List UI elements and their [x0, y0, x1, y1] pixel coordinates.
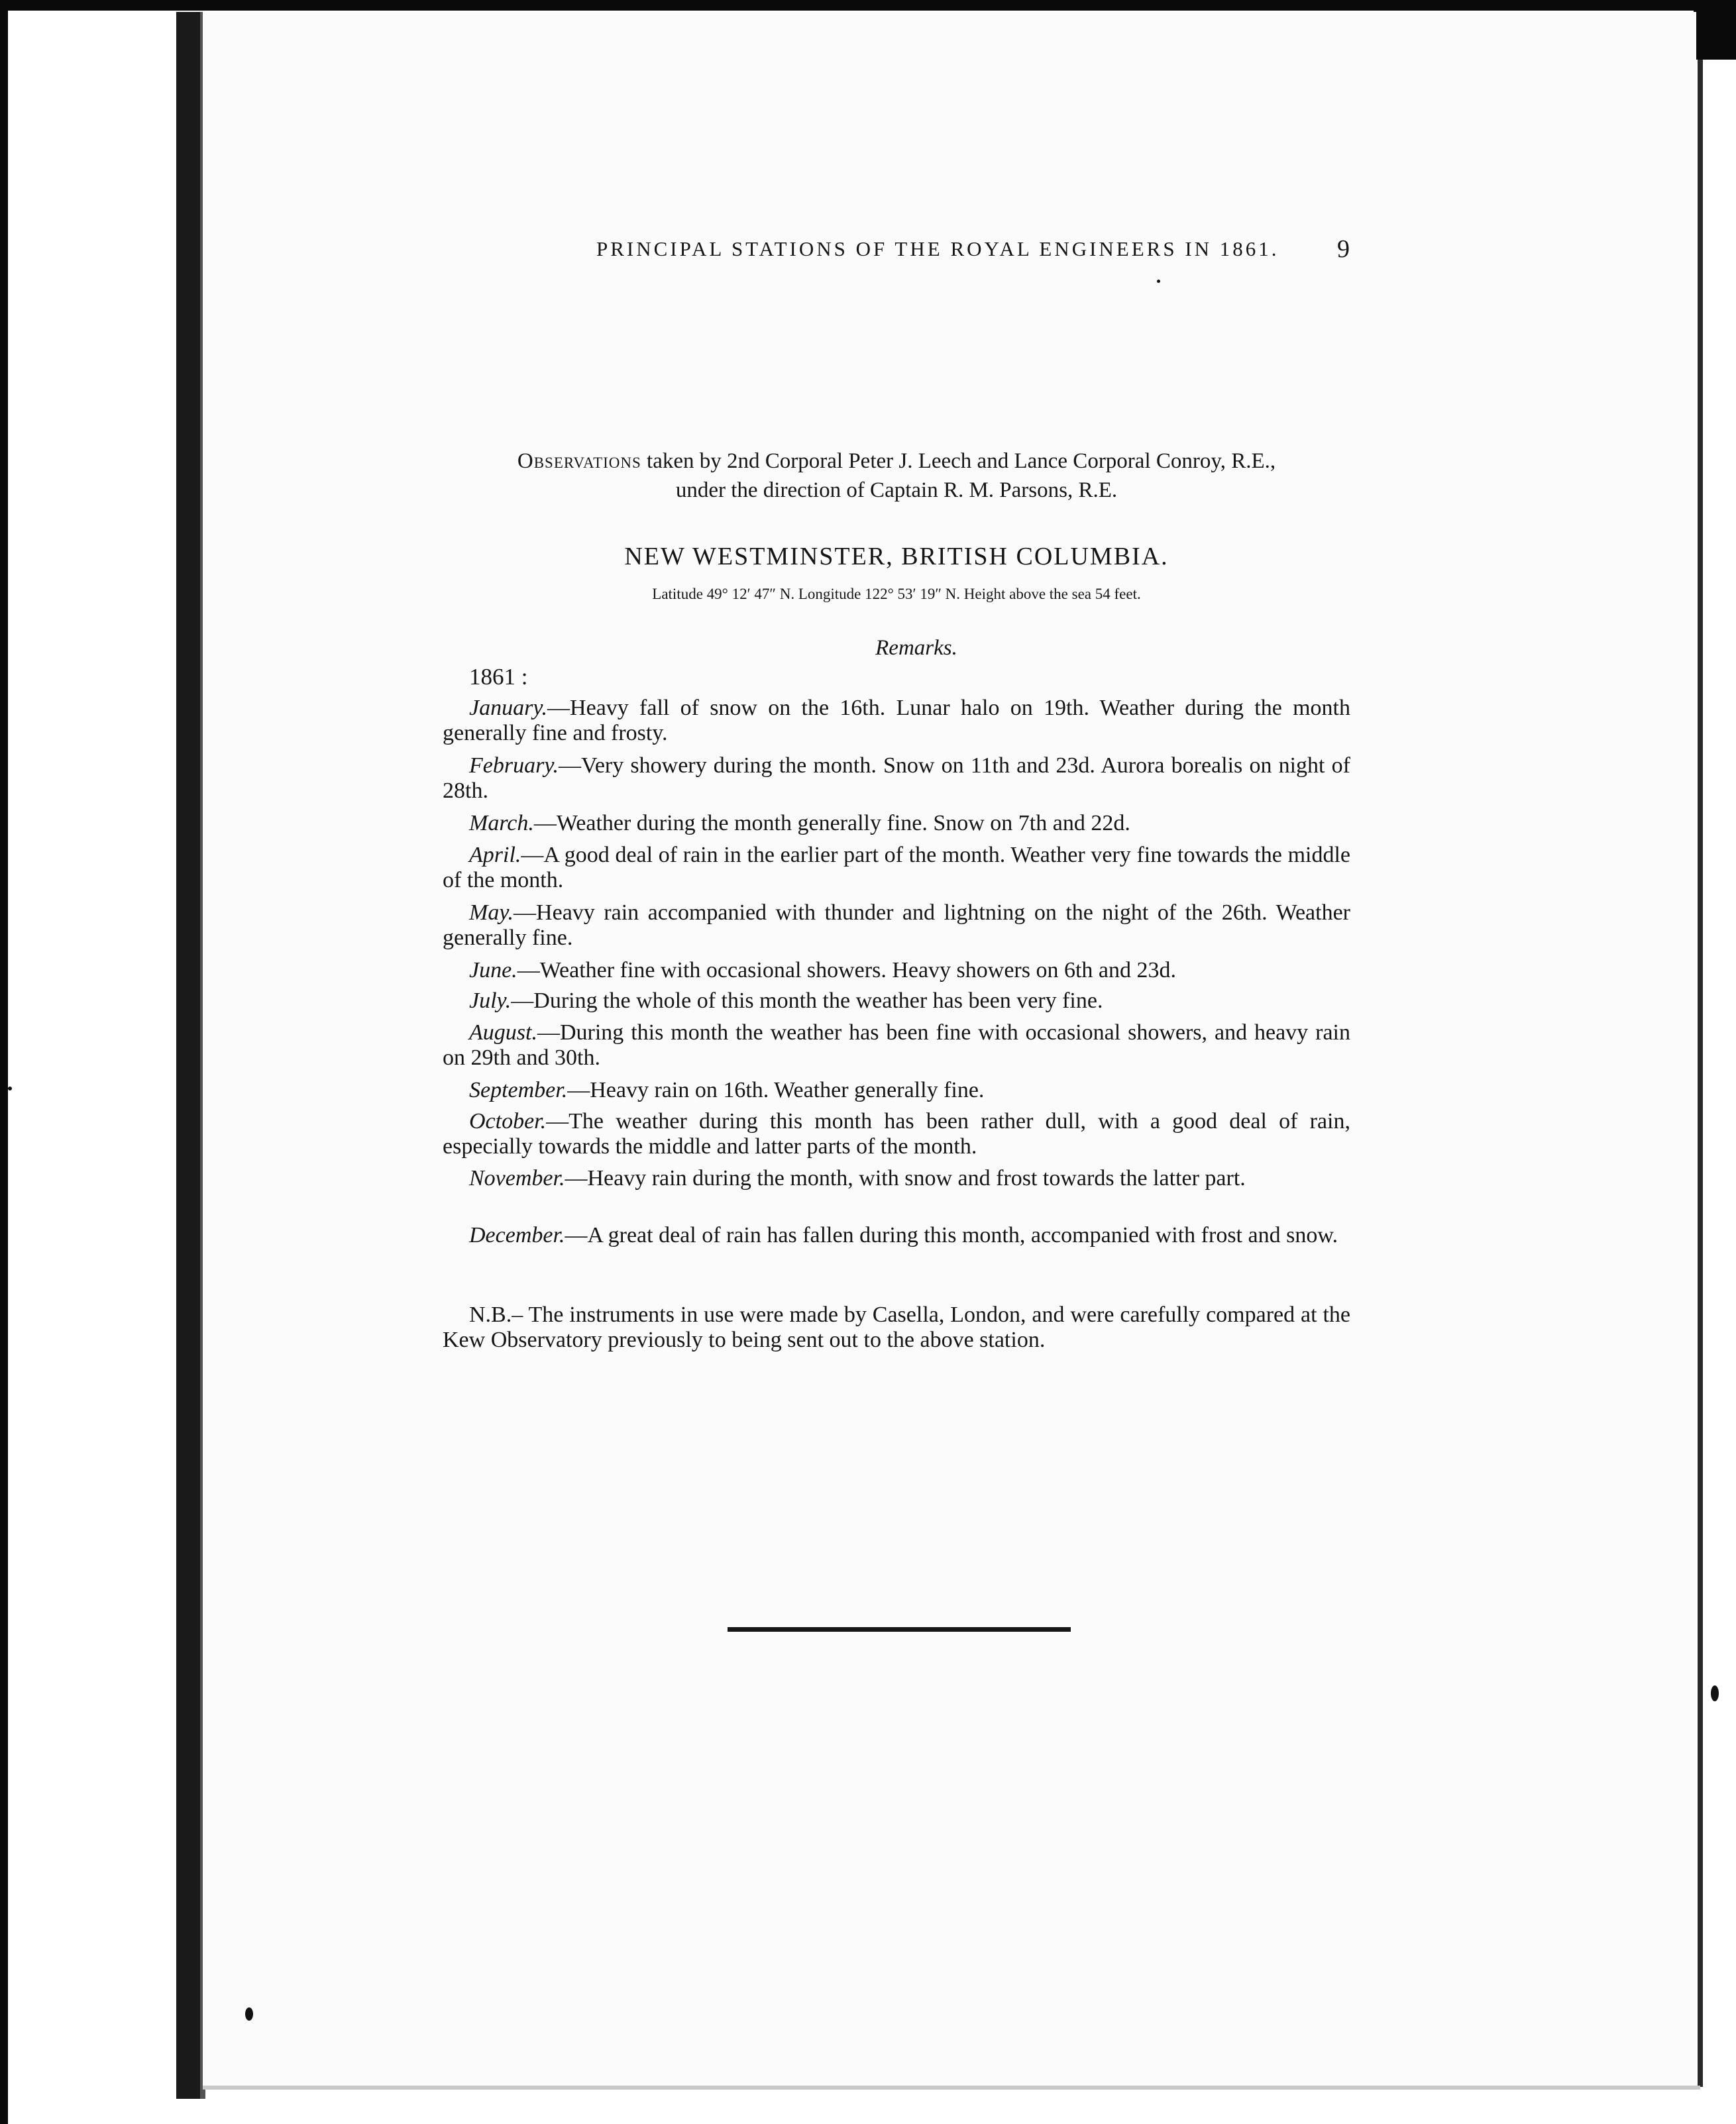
remark-text: —The weather during this month has been rather dull, with a good deal of rain, especially towards the middle and latter parts of the month. [443, 1109, 1350, 1159]
remark-text: —Weather during the month generally fine. Snow on 7th and 22d. [533, 811, 1130, 835]
left-page-shadow [176, 12, 200, 2099]
scan-speck [245, 2007, 253, 2021]
observations-lead-word: Observations [517, 449, 641, 473]
remark-april [443, 843, 1350, 893]
month-label: July. [469, 988, 512, 1013]
left-film-edge [0, 0, 8, 2124]
remark-text: —A great deal of rain has fallen during this month, accompanied with frost and snow. [565, 1223, 1338, 1248]
remark-text: —Heavy rain on 16th. Weather generally fine. [567, 1078, 985, 1102]
closing-rule [728, 1627, 1071, 1632]
remark-text: —During this month the weather has been fine with occasional showers, and heavy rain on 29th and 30th. [443, 1020, 1350, 1070]
remark-january [443, 696, 1350, 746]
station-coordinates: Latitude 49° 12′ 47″ N. Longitude 122° 53′ 19″ N. Height above the sea 54 feet. [652, 586, 1141, 602]
right-page-edge [1698, 60, 1703, 2087]
remark-text: —Heavy rain during the month, with snow and frost towards the latter part. [565, 1166, 1246, 1191]
month-label: January. [469, 696, 548, 720]
remark-march [443, 811, 1350, 836]
observations-line-2: under the direction of Captain R. M. Parsons, R.E. [675, 478, 1118, 502]
remark-text: —During the whole of this month the weather has been very fine. [511, 988, 1103, 1013]
observations-line-1 [443, 447, 1350, 476]
month-label: November. [469, 1166, 565, 1191]
bottom-page-edge [203, 2086, 1700, 2090]
top-right-corner-bar [1694, 0, 1736, 60]
month-label: October. [469, 1109, 547, 1134]
remark-july [443, 988, 1350, 1014]
observations-line-1-rest: taken by 2nd Corporal Peter J. Leech and Lance Corporal Conroy, R.E., [641, 449, 1276, 473]
top-film-edge [0, 0, 1736, 11]
scan-speck [8, 1087, 12, 1090]
remark-text: —A good deal of rain in the earlier part of the month. Weather very fine towards the middle of the month. [443, 843, 1350, 892]
month-label: May. [469, 900, 514, 925]
month-label: August. [469, 1020, 537, 1045]
station-name: NEW WESTMINSTER, BRITISH COLUMBIA. [624, 543, 1169, 570]
remark-june [443, 958, 1350, 983]
remark-november [443, 1166, 1350, 1191]
observations-caption [443, 447, 1350, 505]
month-label: February. [469, 753, 559, 778]
month-label: March. [469, 811, 534, 835]
remark-august [443, 1020, 1350, 1071]
remark-october [443, 1109, 1350, 1159]
month-label: December. [469, 1223, 565, 1248]
remark-text: —Heavy fall of snow on the 16th. Lunar halo on 19th. Weather during the month generally fine and frosty. [443, 696, 1350, 745]
remark-february [443, 753, 1350, 804]
month-label: June. [469, 958, 517, 982]
remarks-heading: Remarks. [875, 636, 957, 660]
remark-september [443, 1078, 1350, 1103]
remark-may [443, 900, 1350, 951]
scan-speck [1157, 280, 1160, 283]
remarks-year: 1861 : [469, 664, 528, 690]
running-title: PRINCIPAL STATIONS OF THE ROYAL ENGINEERS IN 1861. [596, 237, 1279, 260]
instrument-note: N.B.– The instruments in use were made by Casella, London, and were carefully compared at the Kew Observatory previously to being sent out to the above station. [443, 1302, 1350, 1352]
remark-text: —Weather fine with occasional showers. Heavy showers on 6th and 23d. [517, 958, 1177, 982]
month-label: April. [469, 843, 521, 867]
remark-december [443, 1223, 1350, 1248]
remark-text: —Heavy rain accompanied with thunder and lightning on the night of the 26th. Weather generally fine. [443, 900, 1350, 950]
month-label: September. [469, 1078, 568, 1102]
scan-speck [1711, 1685, 1719, 1701]
page-number: 9 [1337, 235, 1350, 263]
remark-text: —Very showery during the month. Snow on 11th and 23d. Aurora borealis on night of 28th. [443, 753, 1350, 803]
